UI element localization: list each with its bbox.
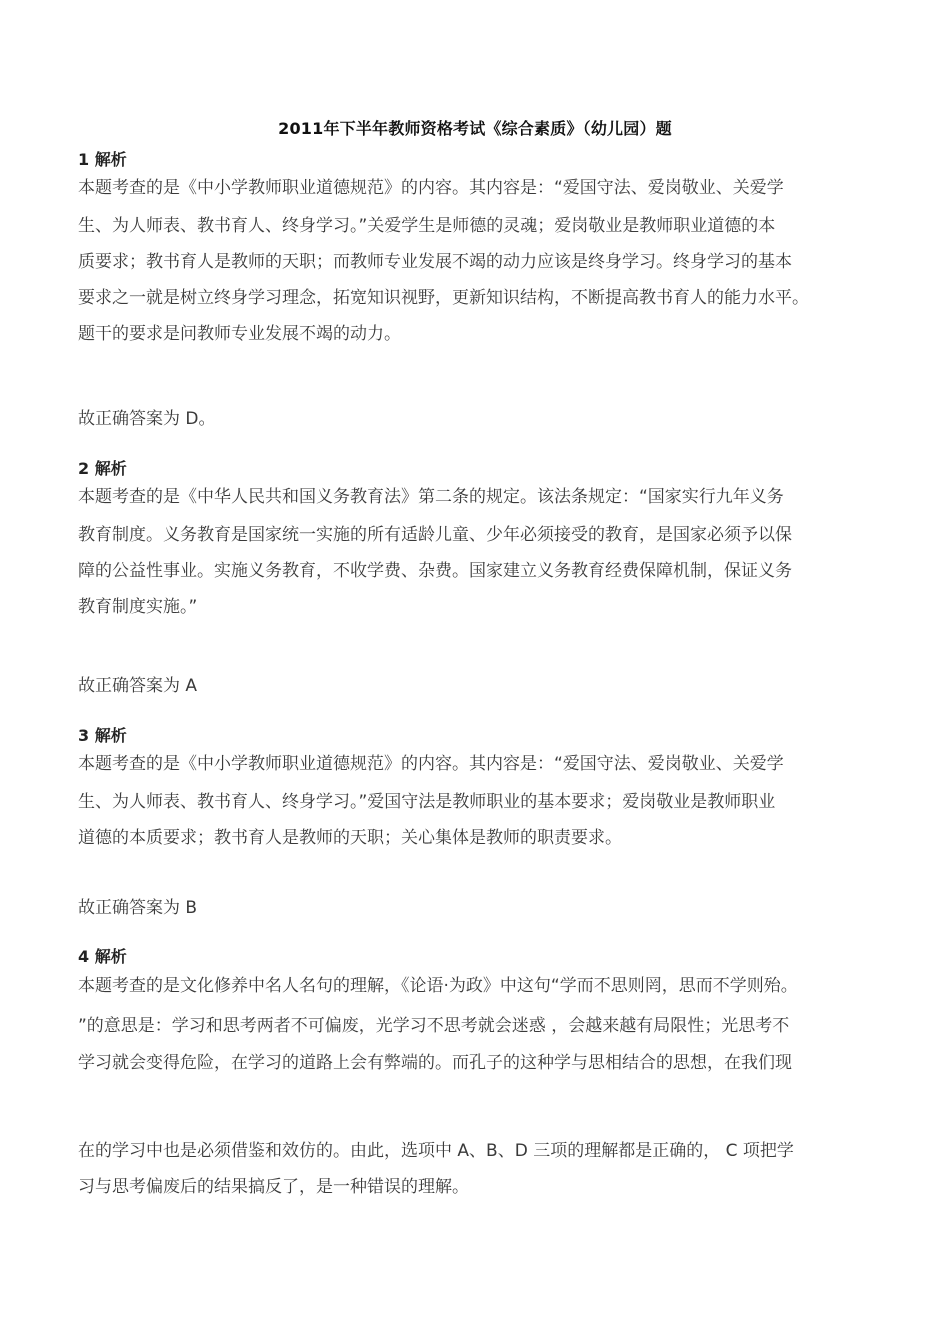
document-title: 2011年下半年教师资格考试《综合素质》（幼儿园）题 (278, 119, 672, 138)
paragraph-line-empty (78, 1081, 898, 1133)
section-paragraph (78, 969, 898, 1205)
section-2 (78, 457, 898, 625)
paragraph-line: 本题考查的是《中小学教师职业道德规范》的内容。其内容是：“爱国守法、爱岗敬业、关爱学 (78, 178, 784, 198)
paragraph-line: 在的学习中也是必须借鉴和效仿的。由此，选项中 A、B、D 三项的理解都是正确的， C 项把学 (78, 1141, 794, 1161)
section-paragraph (78, 481, 898, 625)
paragraph-line: 习与思考偏废后的结果搞反了，是一种错误的理解。 (78, 1177, 469, 1197)
answer-text: 故正确答案为 A (78, 676, 198, 696)
paragraph-line: 质要求；教书育人是教师的天职；而教师专业发展不竭的动力应该是终身学习。终身学习的基本 (78, 252, 792, 272)
section-heading: 4 解析 (78, 947, 127, 966)
paragraph-line: 题干的要求是问教师专业发展不竭的动力。 (78, 324, 401, 344)
section-paragraph (78, 748, 898, 856)
paragraph-line: 道德的本质要求；教书育人是教师的天职；关心集体是教师的职责要求。 (78, 828, 622, 848)
paragraph-line: 要求之一就是树立终身学习理念，拓宽知识视野，更新知识结构，不断提高教书育人的能力水平。 (78, 288, 809, 308)
section-heading: 3 解析 (78, 726, 127, 745)
section-heading: 2 解析 (78, 459, 127, 478)
paragraph-line: ”的意思是：学习和思考两者不可偏废，光学习不思考就会迷惑 ，会越来越有局限性；光思考不 (78, 1016, 790, 1036)
section-heading: 1 解析 (78, 150, 127, 169)
answer-text: 故正确答案为 B (78, 898, 198, 918)
section-4 (78, 945, 898, 1205)
paragraph-line: 本题考查的是《中华人民共和国义务教育法》第二条的规定。该法条规定：“国家实行九年义务 (78, 487, 784, 507)
paragraph-line: 教育制度。义务教育是国家统一实施的所有适龄儿童、少年必须接受的教育，是国家必须予以保 (78, 525, 792, 545)
section-paragraph (78, 172, 898, 352)
paragraph-line: 教育制度实施。” (78, 597, 198, 617)
answer-text: 故正确答案为 D。 (78, 409, 216, 429)
paragraph-line: 生、为人师表、教书育人、终身学习。”关爱学生是师德的灵魂；爱岗敬业是教师职业道德的本 (78, 216, 776, 236)
paragraph-line: 障的公益性事业。实施义务教育，不收学费、杂费。国家建立义务教育经费保障机制，保证义务 (78, 561, 792, 581)
paragraph-line: 本题考查的是文化修养中名人名句的理解，《论语·为政》中这句“学而不思则罔，思而不学则殆。 (78, 976, 798, 996)
paragraph-line: 生、为人师表、教书育人、终身学习。”爱国守法是教师职业的基本要求；爱岗敬业是教师职业 (78, 792, 776, 812)
paragraph-line: 学习就会变得危险，在学习的道路上会有弊端的。而孔子的这种学与思相结合的思想，在我们现 (78, 1053, 792, 1073)
section-1 (78, 148, 898, 352)
section-3 (78, 724, 898, 856)
paragraph-line: 本题考查的是《中小学教师职业道德规范》的内容。其内容是：“爱国守法、爱岗敬业、关爱学 (78, 754, 784, 774)
